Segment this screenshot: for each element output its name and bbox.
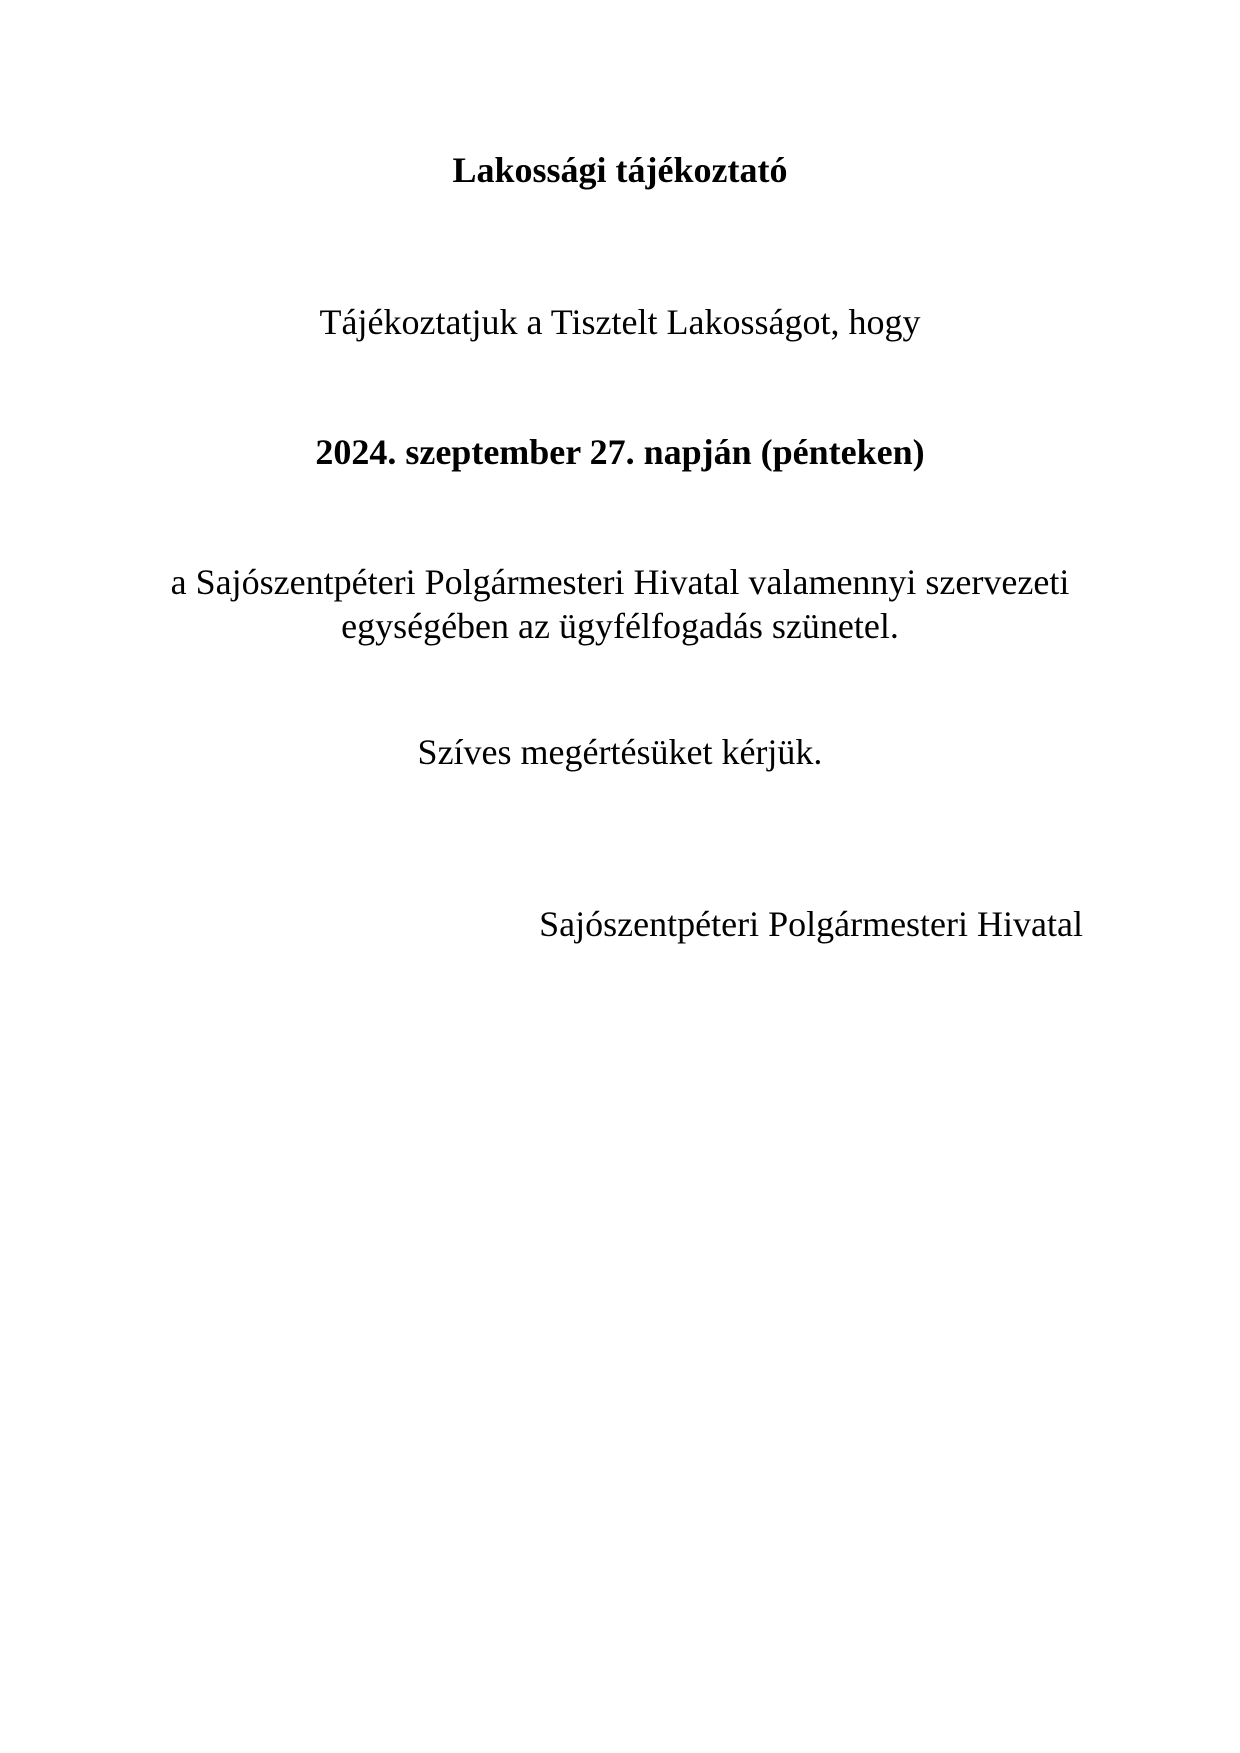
closure-date: 2024. szeptember 27. napján (pénteken) [315,432,925,472]
document-title: Lakossági tájékoztató [452,150,788,190]
thanks-text: Szíves megértésüket kérjük. [417,732,823,772]
body-text-line-2: egységében az ügyfélfogadás szünetel. [341,606,899,646]
body-text-line-1: a Sajószentpéteri Polgármesteri Hivatal valamennyi szervezeti [170,562,1070,602]
signature: Sajószentpéteri Polgármesteri Hivatal [539,904,1083,944]
intro-text: Tájékoztatjuk a Tisztelt Lakosságot, hogy [319,302,921,342]
